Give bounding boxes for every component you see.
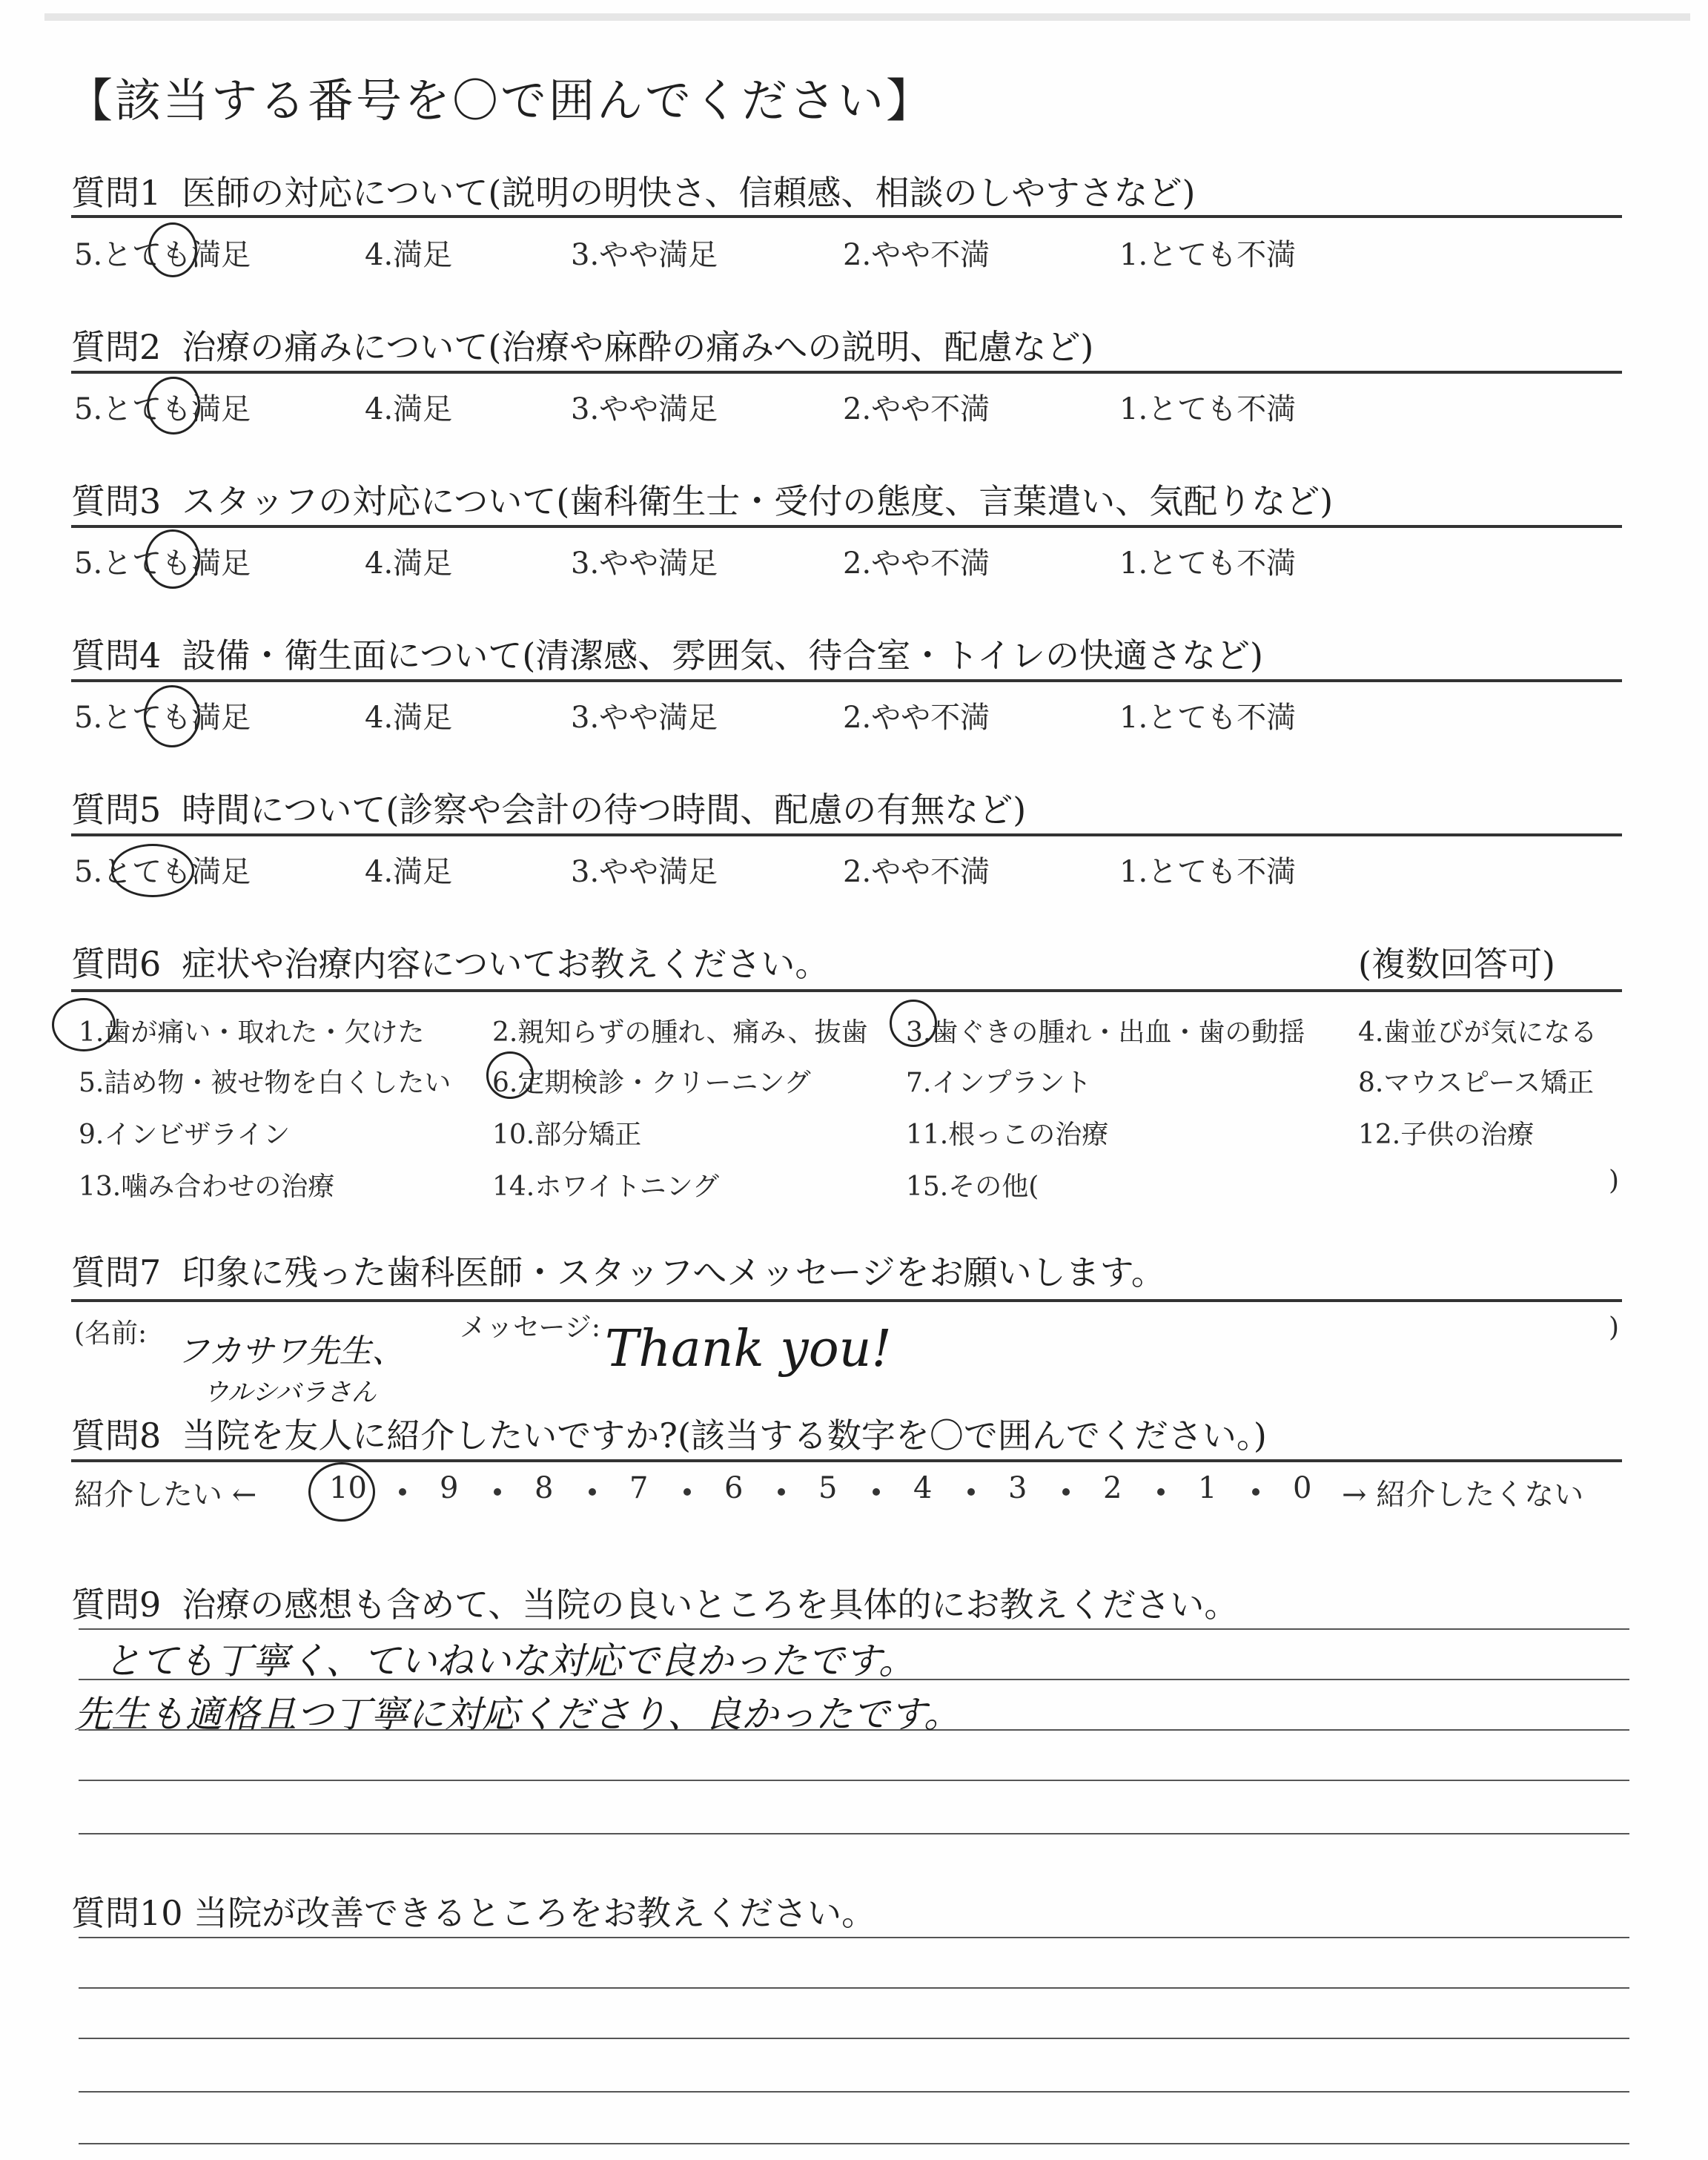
answer-line — [79, 1780, 1629, 1781]
rating-option-2[interactable]: 2.やや不満 — [843, 392, 990, 426]
rating-option-2[interactable]: 2.やや不満 — [843, 238, 990, 272]
scale-right-label: → 紹介したくない — [1342, 1478, 1584, 1512]
name-label: (名前: — [74, 1318, 148, 1349]
rating-option-3[interactable]: 3.やや満足 — [571, 701, 718, 735]
handwritten-answer-line-2: 先生も適格且つ丁寧に対応くださり、良かったです。 — [74, 1693, 961, 1736]
question-text: 当院を友人に紹介したいですか?(該当する数字を〇で囲んでください。) — [182, 1416, 1267, 1456]
rating-option-1[interactable]: 1.とても不満 — [1119, 546, 1297, 581]
handwritten-name-1: フカサワ先生、 — [176, 1332, 405, 1370]
question-text: 治療の痛みについて(治療や麻酔の痛みへの説明、配慮など) — [182, 327, 1094, 367]
question-number: 質問10 — [71, 1893, 183, 1933]
q6-option-14[interactable]: 14.ホワイトニング — [492, 1172, 720, 1202]
rating-option-5[interactable]: 5.とても満足 — [74, 238, 251, 272]
handwritten-name-2: ウルシバラさん — [203, 1378, 377, 1407]
q6-option-11[interactable]: 11.根っこの治療 — [906, 1120, 1109, 1150]
q6-option-15[interactable]: 15.その他( — [906, 1172, 1039, 1202]
rating-option-1[interactable]: 1.とても不満 — [1119, 701, 1297, 735]
question-text: 治療の感想も含めて、当院の良いところを具体的にお教えください。 — [182, 1585, 1239, 1625]
question-9 — [71, 1578, 1238, 1627]
question-number: 質問9 — [71, 1585, 162, 1625]
scale-dot — [399, 1488, 406, 1496]
rating-option-3[interactable]: 3.やや満足 — [571, 392, 718, 426]
question-number: 質問1 — [71, 173, 162, 213]
question-number: 質問6 — [71, 944, 162, 984]
q6-option-13[interactable]: 13.噛み合わせの治療 — [79, 1172, 335, 1202]
q6-option-2[interactable]: 2.親知らずの腫れ、痛み、抜歯 — [492, 1017, 868, 1048]
question-text: 症状や治療内容についてお教えください。 — [182, 944, 830, 984]
question-text: スタッフの対応について(歯科衛生士・受付の態度、言葉遣い、気配りなど) — [182, 481, 1334, 521]
message-label: メッセージ: — [460, 1312, 600, 1343]
question-text: 設備・衛生面について(清潔感、雰囲気、待合室・トイレの快適さなど) — [182, 635, 1263, 676]
rating-option-5[interactable]: 5.とても満足 — [74, 546, 251, 581]
rating-option-5[interactable]: 5.とても満足 — [74, 392, 251, 426]
q6-option-5[interactable]: 5.詰め物・被せ物を白くしたい — [79, 1068, 451, 1098]
rating-option-4[interactable]: 4.満足 — [365, 392, 453, 426]
scale-left-label: 紹介したい ← — [74, 1478, 257, 1512]
rating-option-3[interactable]: 3.やや満足 — [571, 546, 718, 581]
question-number: 質問5 — [71, 790, 162, 830]
scale-3[interactable]: 3 — [1008, 1471, 1027, 1505]
q6-option-7[interactable]: 7.インプラント — [906, 1068, 1092, 1098]
q6-option-10[interactable]: 10.部分矯正 — [492, 1120, 642, 1150]
scale-10[interactable]: 10 — [329, 1471, 367, 1505]
q7-close-paren: ) — [1609, 1312, 1620, 1343]
answer-line — [79, 2091, 1629, 2093]
form-heading: 【該当する番号を〇で囲んでください】 — [67, 73, 935, 128]
rating-option-2[interactable]: 2.やや不満 — [843, 546, 990, 581]
question-number: 質問7 — [71, 1252, 162, 1292]
rating-option-3[interactable]: 3.やや満足 — [571, 855, 718, 889]
q6-option-6[interactable]: 6.定期検診・クリーニング — [492, 1068, 811, 1098]
rating-option-2[interactable]: 2.やや不満 — [843, 701, 990, 735]
answer-line — [79, 1937, 1629, 1938]
scale-4[interactable]: 4 — [913, 1471, 933, 1505]
question-number: 質問2 — [71, 327, 162, 367]
q6-option-12[interactable]: 12.子供の治療 — [1358, 1120, 1535, 1150]
scale-dot — [1157, 1488, 1165, 1496]
scale-dot — [1062, 1488, 1070, 1496]
question-number: 質問4 — [71, 635, 162, 676]
answer-line — [79, 1987, 1629, 1989]
scale-dot — [967, 1488, 975, 1496]
handwritten-message: Thank you! — [605, 1320, 892, 1378]
answer-line — [79, 1833, 1629, 1834]
q6-option-4[interactable]: 4.歯並びが気になる — [1358, 1017, 1598, 1048]
question-text: 印象に残った歯科医師・スタッフへメッセージをお願いします。 — [182, 1252, 1165, 1292]
question-10 — [71, 1886, 875, 1935]
scale-6[interactable]: 6 — [724, 1471, 744, 1505]
rating-option-4[interactable]: 4.満足 — [365, 238, 453, 272]
rating-option-1[interactable]: 1.とても不満 — [1119, 855, 1297, 889]
scale-8[interactable]: 8 — [534, 1471, 554, 1505]
q6-option-3[interactable]: 3.歯ぐきの腫れ・出血・歯の動揺 — [906, 1017, 1305, 1048]
question-number: 質問8 — [71, 1416, 162, 1456]
scale-2[interactable]: 2 — [1103, 1471, 1122, 1505]
answer-line — [79, 2143, 1629, 2144]
rating-option-4[interactable]: 4.満足 — [365, 701, 453, 735]
question-text: 医師の対応について(説明の明快さ、信頼感、相談のしやすさなど) — [182, 173, 1196, 213]
q6-option-1[interactable]: 1.歯が痛い・取れた・欠けた — [79, 1017, 425, 1048]
rating-option-4[interactable]: 4.満足 — [365, 855, 453, 889]
rating-option-1[interactable]: 1.とても不満 — [1119, 238, 1297, 272]
question-number: 質問3 — [71, 481, 162, 521]
rating-option-2[interactable]: 2.やや不満 — [843, 855, 990, 889]
answer-line — [79, 1628, 1629, 1630]
rating-option-5[interactable]: 5.とても満足 — [74, 855, 251, 889]
handwritten-answer-line-1: とても丁寧く、ていねいな対応で良かったです。 — [104, 1639, 916, 1682]
scale-dot — [589, 1488, 596, 1496]
rating-option-3[interactable]: 3.やや満足 — [571, 238, 718, 272]
scale-7[interactable]: 7 — [629, 1471, 649, 1505]
rating-option-5[interactable]: 5.とても満足 — [74, 701, 251, 735]
scale-dot — [1252, 1488, 1260, 1496]
q6-option-8[interactable]: 8.マウスピース矯正 — [1358, 1068, 1595, 1098]
question-text: 時間について(診察や会計の待つ時間、配慮の有無など) — [182, 790, 1027, 830]
other-close-paren: ) — [1609, 1166, 1620, 1196]
scale-5[interactable]: 5 — [818, 1471, 838, 1505]
scale-0[interactable]: 0 — [1293, 1471, 1312, 1505]
scale-9[interactable]: 9 — [440, 1471, 459, 1505]
rating-option-4[interactable]: 4.満足 — [365, 546, 453, 581]
scale-dot — [683, 1488, 691, 1496]
answer-line — [79, 2038, 1629, 2039]
scale-dot — [494, 1488, 501, 1496]
rating-option-1[interactable]: 1.とても不満 — [1119, 392, 1297, 426]
question-text: 当院が改善できるところをお教えください。 — [193, 1893, 876, 1933]
multiple-answer-note: (複数回答可) — [1358, 944, 1555, 984]
q6-option-9[interactable]: 9.インビザライン — [79, 1120, 291, 1150]
scale-dot — [778, 1488, 785, 1496]
scale-1[interactable]: 1 — [1198, 1471, 1217, 1505]
scale-dot — [873, 1488, 880, 1496]
